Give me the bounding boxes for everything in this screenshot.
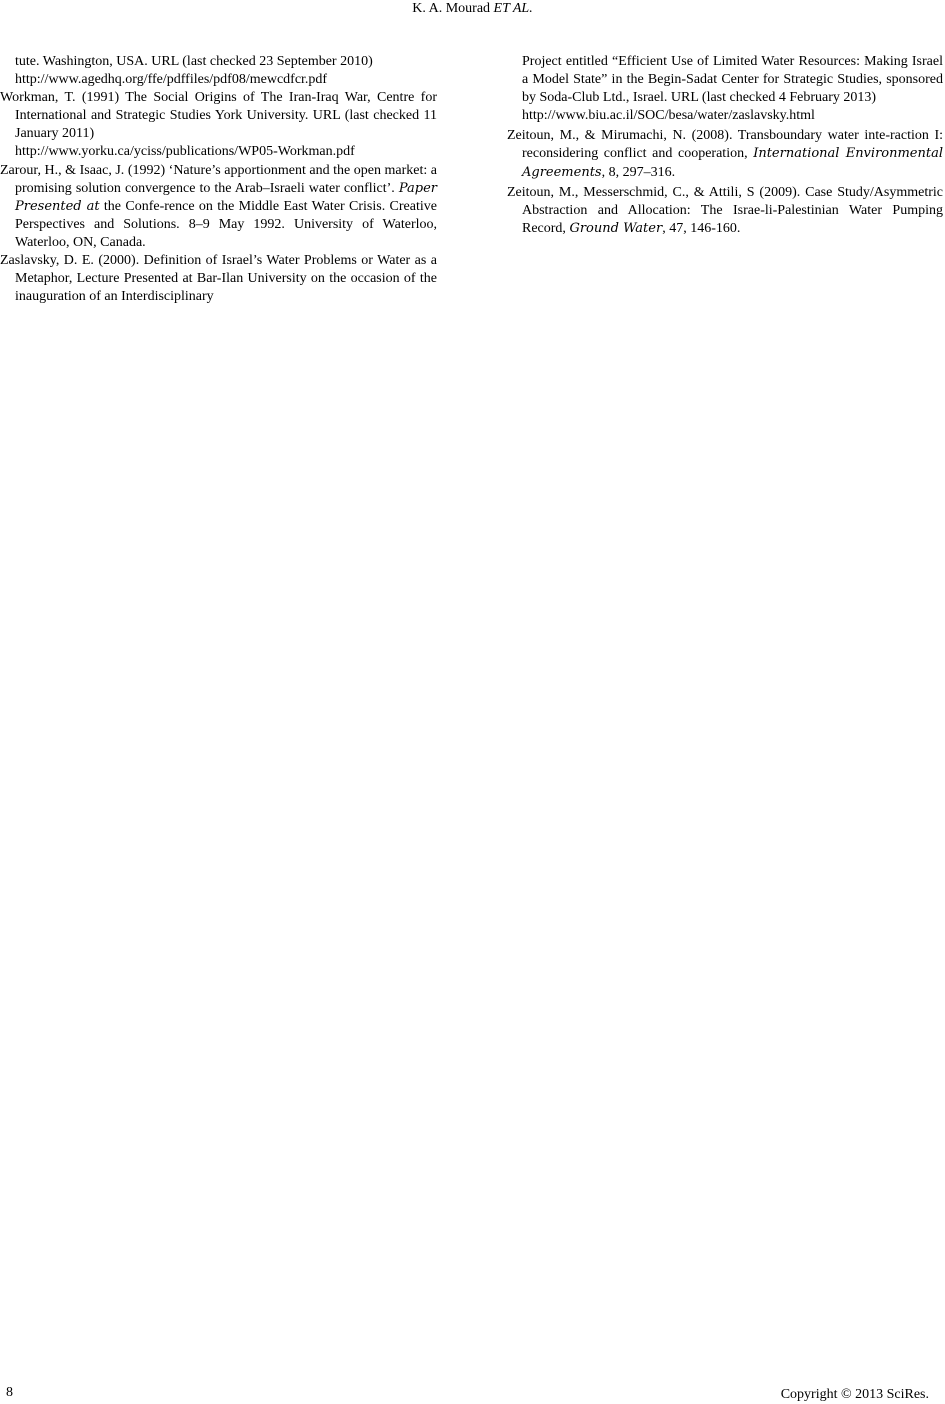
reference-zarour	[0, 162, 437, 252]
reference-continuation	[0, 53, 437, 89]
reference-text: Zaslavsky, D. E. (2000). Definition of Israel’s Water Problems or Water as a Metaphor, Lecture Presented at Bar-Ilan University on the occasion of the inauguration of an Interdisciplinary	[0, 253, 437, 305]
reference-text: Workman, T. (1991) The Social Origins of The Iran-Iraq War, Centre for International and Strategic Studies York University. URL (last checked 11 January 2011)	[0, 90, 437, 142]
reference-text: Zeitoun, M., & Mirumachi, N. (2008). Transboundary water inte-raction I: reconsidering conflict and cooperation,	[507, 128, 943, 162]
reference-text: , 8, 297–316.	[601, 164, 676, 180]
left-column	[0, 53, 437, 306]
running-head-authors: K. A. Mourad	[412, 1, 491, 16]
reference-url[interactable]: http://www.agedhq.org/ffe/pdffiles/pdf08/mewcdfcr.pdf	[15, 72, 328, 88]
reference-italic: Paper Presented at	[15, 180, 437, 214]
reference-text: Zarour, H., & Isaac, J. (1992) ‘Nature’s apportionment and the open market: a promising solution convergence to the Arab–Israeli water conflict’.	[0, 162, 437, 196]
reference-text: Zeitoun, M., Messerschmid, C., & Attili, S (2009). Case Study/Asymmetric Abstraction and Allocation: The Israe-li-Palestinian Water Pumping Record,	[507, 184, 943, 236]
running-head-etal: ET AL.	[493, 1, 533, 16]
reference-italic: International Environmental Agreements	[522, 146, 944, 180]
running-head	[0, 0, 945, 18]
reference-continuation	[507, 53, 943, 125]
reference-url[interactable]: http://www.yorku.ca/yciss/publications/WP05-Workman.pdf	[15, 144, 355, 160]
reference-zaslavsky	[0, 252, 437, 306]
reference-url[interactable]: http://www.biu.ac.il/SOC/besa/water/zaslavsky.html	[522, 108, 815, 124]
copyright-notice: Copyright © 2013 SciRes.	[780, 1387, 929, 1402]
reference-workman	[0, 89, 437, 161]
right-column	[507, 53, 943, 238]
reference-zeitoun-2009	[507, 184, 943, 238]
reference-text: Project entitled “Efficient Use of Limited Water Resources: Making Israel a Model State” in the Begin-Sadat Center for Strategic Studies, sponsored by Soda-Club Ltd., Israel. URL (last checked 4 February 2013)	[522, 54, 943, 106]
page-number: 8	[6, 1385, 13, 1400]
reference-text: , 47, 146-160.	[662, 220, 741, 236]
reference-text: tute. Washington, USA. URL (last checked 23 September 2010)	[15, 54, 373, 69]
reference-italic: Ground Water	[569, 220, 663, 236]
reference-text: the Confe-rence on the Middle East Water Crisis. Creative Perspectives and Solutions. 8–9 May 1992. University of Waterloo, Waterloo, ON, Canada.	[15, 198, 437, 250]
reference-zeitoun-2008	[507, 127, 943, 181]
